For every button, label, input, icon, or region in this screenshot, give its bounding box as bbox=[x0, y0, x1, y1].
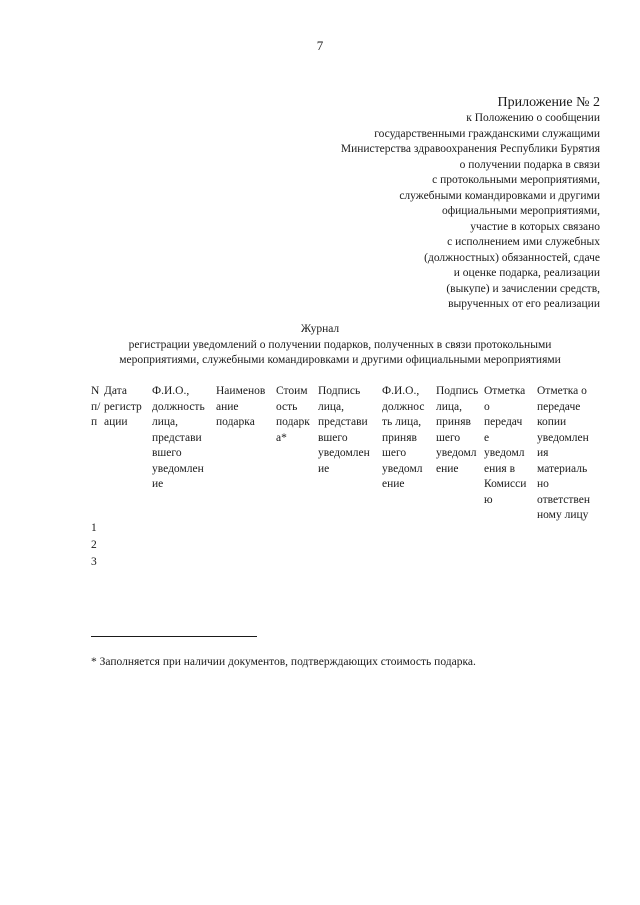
footnote-divider bbox=[91, 636, 257, 637]
column-header-line: ации bbox=[104, 416, 128, 428]
journal-table-header bbox=[0, 384, 640, 524]
column-header-line: лица, bbox=[436, 400, 463, 413]
column-header-line: вшего bbox=[152, 447, 182, 459]
column-header-line: приняв bbox=[382, 431, 417, 444]
column-header-line: ие bbox=[318, 462, 330, 475]
appendix-line: с протокольными мероприятиями, bbox=[432, 174, 600, 186]
column-header-line: ному лицу bbox=[537, 509, 589, 521]
column-header-line: передаче bbox=[537, 400, 581, 413]
column-header-line: ость bbox=[276, 400, 298, 413]
column-header-line: Ф.И.О., bbox=[382, 385, 420, 397]
column-header-line: ения в bbox=[484, 462, 516, 475]
column-header-line: материаль bbox=[537, 462, 588, 475]
col-date-header bbox=[104, 384, 152, 431]
column-header-line: ть лица, bbox=[382, 416, 422, 428]
column-header-line: регистр bbox=[104, 400, 142, 413]
column-header-line: подарк bbox=[276, 416, 310, 428]
table-row-number: 3 bbox=[91, 556, 97, 568]
column-header-line: уведомл bbox=[382, 462, 423, 475]
column-header-line: представи bbox=[152, 431, 202, 444]
appendix-title: Приложение № 2 bbox=[497, 95, 600, 110]
col-transfer-mark-header bbox=[537, 384, 607, 524]
footnote: * Заполняется при наличии документов, подтверждающих стоимость подарка. bbox=[91, 656, 476, 668]
appendix-line: и оценке подарка, реализации bbox=[453, 267, 600, 279]
col-giver-name-header bbox=[152, 384, 216, 493]
table-row-number: 2 bbox=[91, 539, 97, 551]
column-header-line: уведомл bbox=[484, 447, 525, 459]
appendix-line: к Положению о сообщении bbox=[466, 112, 600, 124]
journal-title: Журнал bbox=[300, 323, 340, 335]
column-header-line: ение bbox=[382, 478, 405, 490]
col-gift-name-header bbox=[216, 384, 276, 431]
appendix-line: участие в которых связано bbox=[470, 220, 600, 233]
column-header-line: ия bbox=[537, 447, 549, 459]
column-header-line: ание bbox=[216, 400, 239, 413]
column-header-line: ответствен bbox=[537, 493, 591, 506]
column-header-line: шего bbox=[382, 447, 407, 459]
column-header-line: должность bbox=[152, 400, 205, 413]
journal-subtitle-line: регистрации уведомлений о получении подарков, полученных в связи протокольными bbox=[128, 339, 552, 351]
column-header-line: приняв bbox=[436, 416, 471, 428]
journal-subtitle bbox=[70, 338, 610, 368]
col-receiver-name-header bbox=[382, 384, 436, 493]
column-header-line: N bbox=[91, 385, 100, 397]
column-header-line: Дата bbox=[104, 385, 127, 397]
column-header-line: вшего bbox=[318, 431, 348, 444]
col-commission-mark-header bbox=[484, 384, 537, 508]
appendix-line: служебными командировками и другими bbox=[399, 189, 600, 202]
appendix-line: о получении подарка в связи bbox=[459, 158, 600, 171]
column-header-line: Подпись bbox=[318, 385, 361, 397]
appendix-line: с исполнением ими служебных bbox=[447, 236, 600, 248]
column-header-line: Ф.И.О., bbox=[152, 385, 190, 397]
column-header-line: должнос bbox=[382, 400, 425, 413]
column-header-line: а* bbox=[276, 431, 287, 444]
col-receiver-signature-header bbox=[436, 384, 484, 477]
column-header-line: Наименов bbox=[216, 385, 266, 397]
column-header-line: шего bbox=[436, 431, 461, 444]
column-header-line: уведомлен bbox=[537, 431, 589, 444]
col-cost-header bbox=[276, 384, 318, 446]
column-header-line: п/ bbox=[91, 400, 101, 413]
column-header-line: лица, bbox=[152, 416, 179, 428]
col-number-header bbox=[91, 384, 104, 431]
column-header-line: Комисси bbox=[484, 478, 527, 490]
journal-table-rows bbox=[91, 520, 97, 571]
column-header-line: уведомлен bbox=[318, 447, 370, 459]
appendix-line: официальными мероприятиями, bbox=[441, 205, 600, 217]
column-header-line: Подпись bbox=[436, 385, 479, 397]
column-header-line: подарка bbox=[216, 416, 255, 428]
column-header-line: ю bbox=[484, 493, 493, 506]
column-header-line: уведомлен bbox=[152, 462, 204, 475]
journal-subtitle-line: мероприятиями, служебными командировками и другими официальными мероприятиями bbox=[119, 354, 561, 366]
column-header-line: Отметка о bbox=[537, 385, 587, 397]
column-header-line: о bbox=[484, 400, 490, 413]
column-header-line: Отметка bbox=[484, 385, 526, 397]
column-header-line: п bbox=[91, 416, 98, 428]
column-header-line: представи bbox=[318, 416, 368, 428]
column-header-line: е bbox=[484, 431, 490, 444]
column-header-line: ение bbox=[436, 462, 459, 475]
page-number: 7 bbox=[316, 38, 324, 53]
column-header-line: передач bbox=[484, 416, 523, 428]
appendix-line: государственными гражданскими служащими bbox=[374, 127, 600, 140]
table-row-number: 1 bbox=[91, 522, 97, 534]
col-giver-signature-header bbox=[318, 384, 382, 477]
column-header-line: ие bbox=[152, 478, 164, 490]
column-header-line: Стоим bbox=[276, 385, 308, 397]
appendix-line: (выкупе) и зачислении средств, bbox=[446, 282, 600, 295]
appendix-line: Министерства здравоохранения Республики Бурятия bbox=[340, 143, 600, 155]
appendix-description bbox=[240, 111, 600, 313]
appendix-line: вырученных от его реализации bbox=[448, 298, 600, 310]
column-header-line: копии bbox=[537, 416, 567, 428]
appendix-line: (должностных) обязанностей, сдаче bbox=[424, 251, 600, 264]
column-header-line: лица, bbox=[318, 400, 345, 413]
column-header-line: но bbox=[537, 478, 549, 490]
column-header-line: уведомл bbox=[436, 447, 477, 459]
